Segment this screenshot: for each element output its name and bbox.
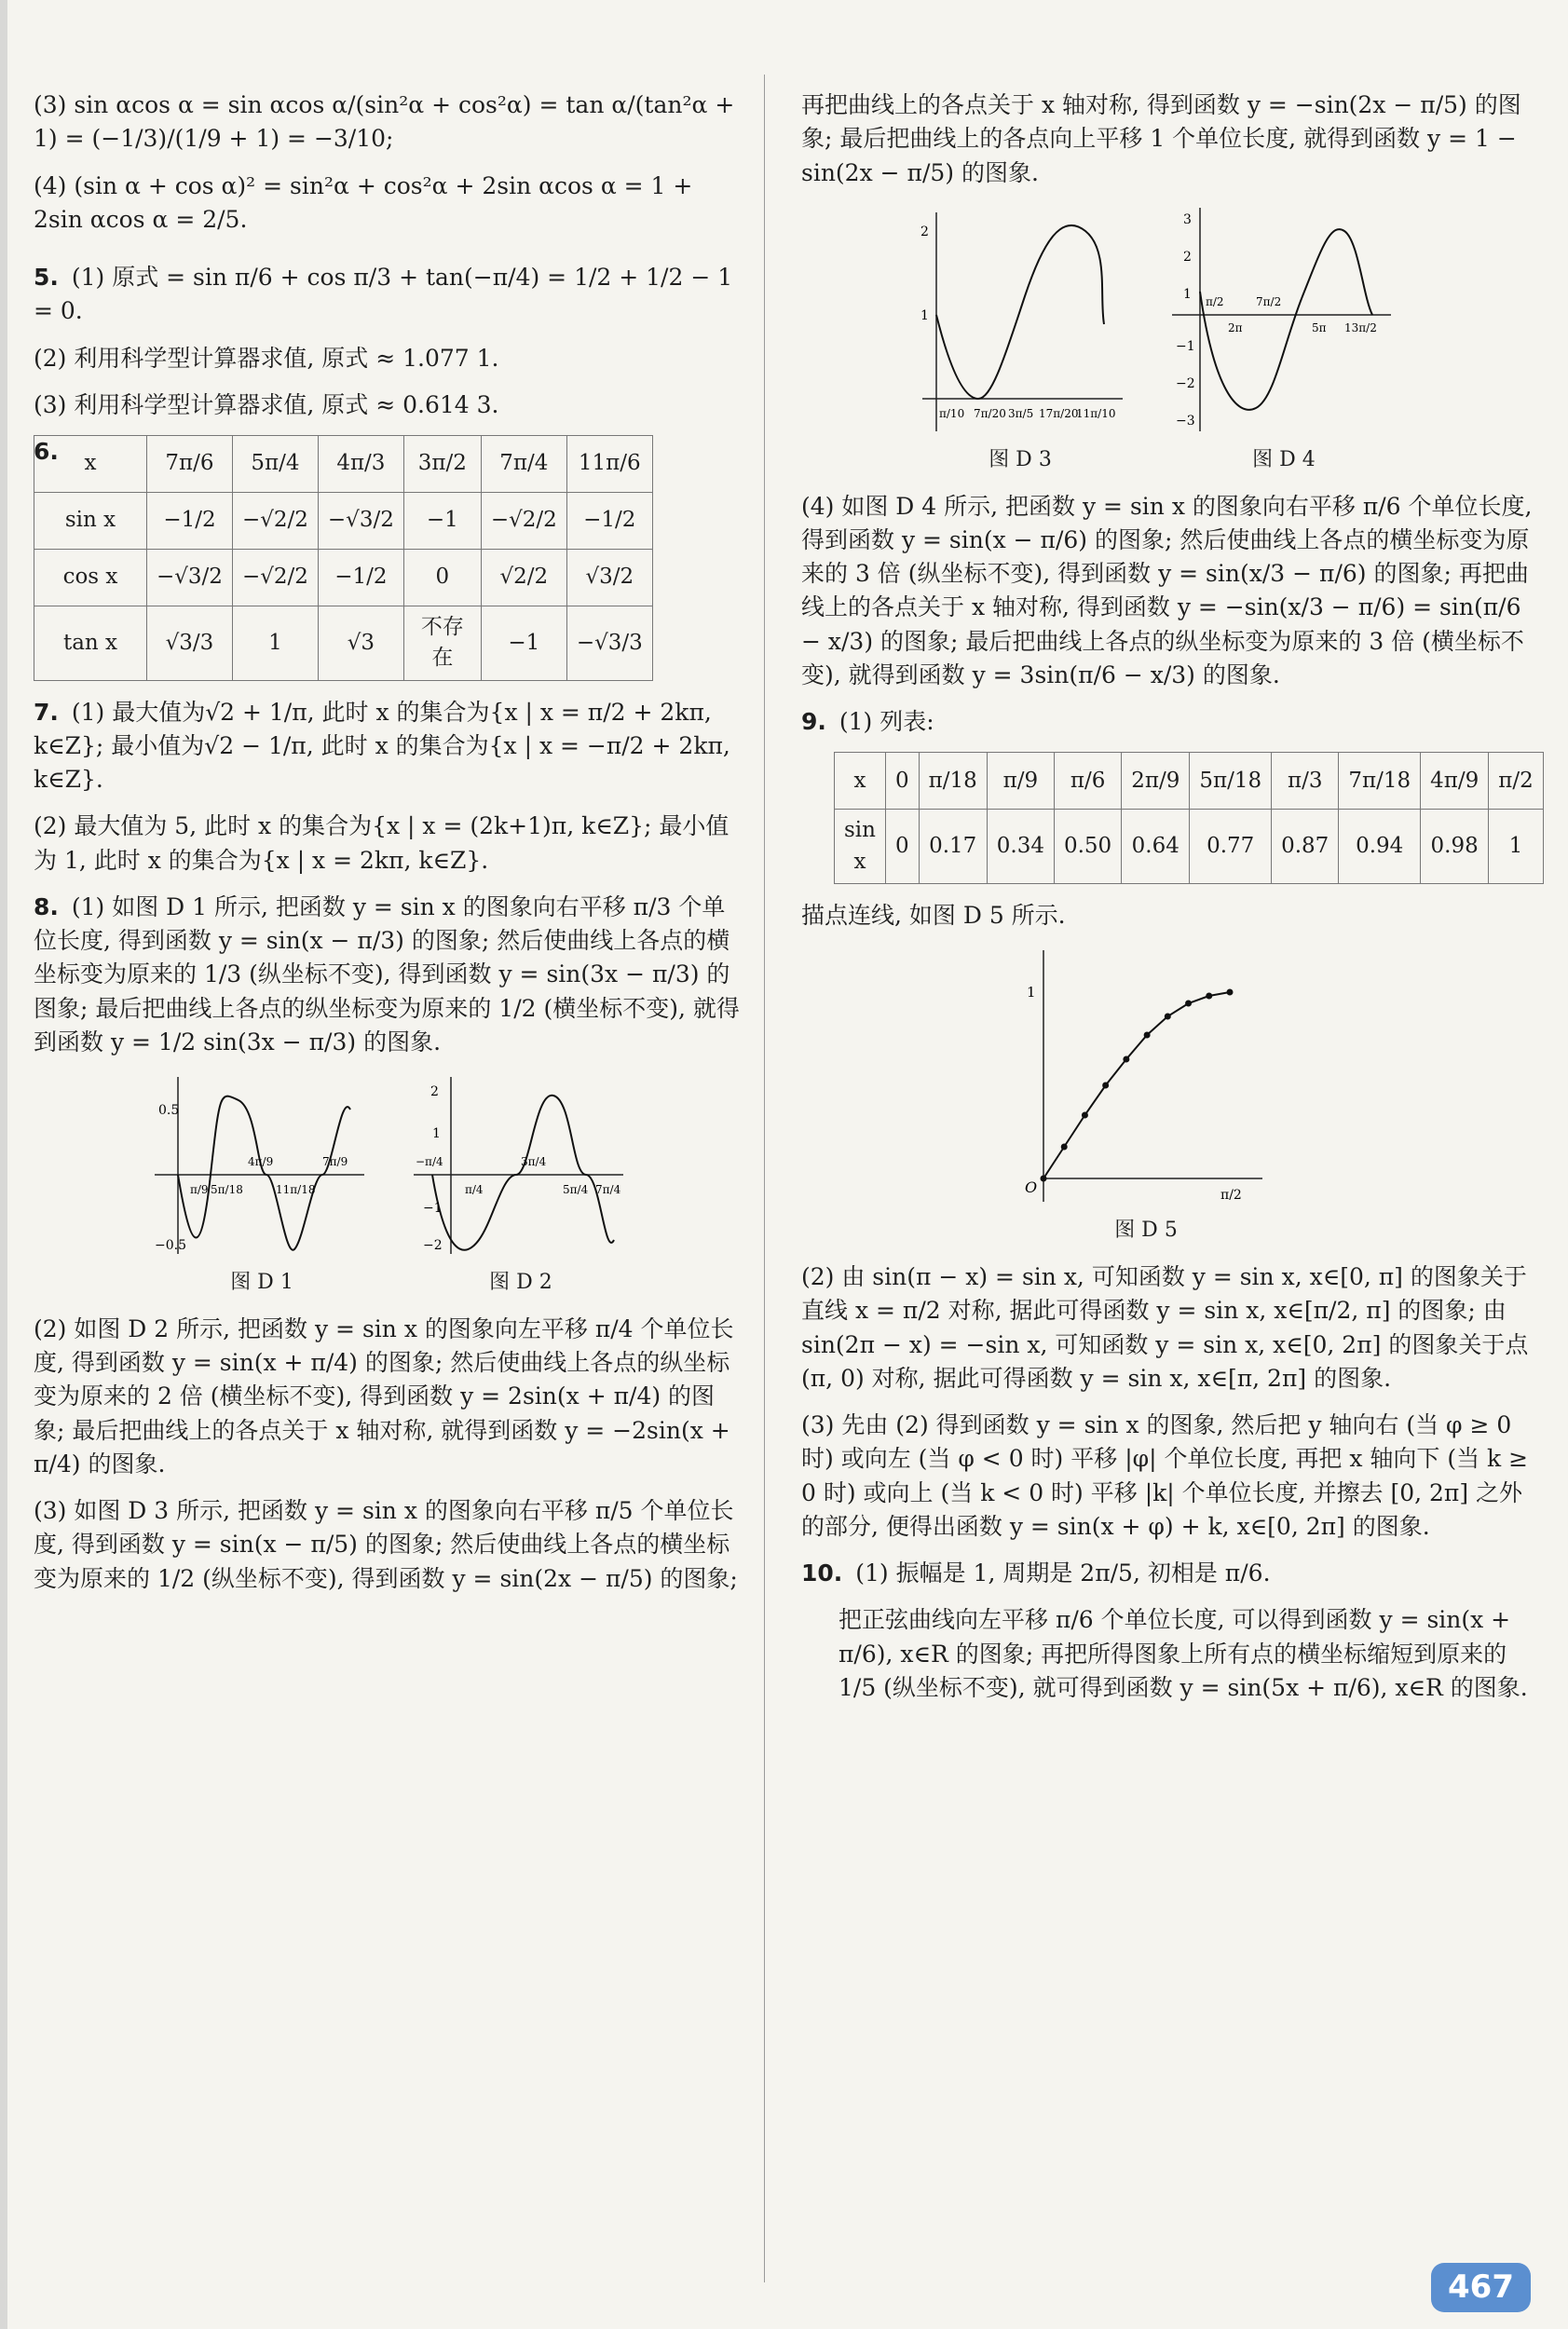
table-cell: 0.50 [1054,810,1121,884]
data-point [1144,1032,1151,1039]
table-cell: cos x [34,550,147,606]
answer-4-3: (3) sin αcos α = sin αcos α/(sin²α + cos²α) = tan α/(tan²α + 1) = (−1/3)/(1/9 + 1) = −3/10; [34,91,735,153]
table-cell: sin x [34,493,147,550]
table-cell: −1/2 [566,493,652,550]
x-tick-label: 17π/20 [1039,406,1079,420]
curve-d1 [178,1096,350,1250]
data-point [1165,1014,1171,1020]
table-cell: 11π/6 [566,436,652,493]
y-tick-label: 1 [1027,984,1036,1001]
x-tick-label: 3π/4 [520,1155,547,1169]
question-6 [34,435,742,681]
table-cell: 7π/18 [1339,753,1421,810]
curve-d3 [936,225,1104,399]
graph-d1 [155,1072,369,1259]
y-tick-label: 2 [429,1084,439,1100]
table-cell: 0.87 [1272,810,1339,884]
y-tick-label: 0.5 [158,1103,180,1119]
table-cell: π/2 [1489,753,1544,810]
table-cell: 0.34 [987,810,1054,884]
q7-part2: (2) 最大值为 5, 此时 x 的集合为{x | x = (2k+1)π, k∈Z}; 最小值为 1, 此时 x 的集合为{x | x = 2kπ, k∈Z}. [34,812,729,874]
table-cell: π/3 [1272,753,1339,810]
curve-d2 [432,1096,614,1250]
data-point [1123,1056,1129,1063]
table-cell: 0.77 [1190,810,1272,884]
table-cell: 4π/3 [318,436,403,493]
table-row [34,493,653,550]
data-points [1041,989,1234,1182]
figure-d4 [1172,203,1396,475]
table-cell: 3π/2 [403,436,481,493]
y-tick-label: 1 [431,1126,441,1142]
table-cell: −√2/2 [481,493,566,550]
x-tick-label: 7π/2 [1255,294,1282,308]
q9-part2: (2) 由 sin(π − x) = sin x, 可知函数 y = sin x, x∈[0, π] 的图象关于直线 x = π/2 对称, 据此可得函数 y = sin x, x∈[π/2, π] 的图象; 由 sin(2π − x) = −sin x, 可知函数 y = sin x, x∈[0, 2π] 的图象关于点 (π, 0) 对称, 据此可得函数 y = sin x, x∈[π, 2π] 的图象. [801,1263,1529,1392]
figure-d5 [1025,946,1267,1246]
table-cell: √3/2 [566,550,652,606]
figures-d1-d2 [34,1072,742,1298]
y-tick-label: −1 [1175,338,1195,354]
table-cell: 不存在 [403,606,481,681]
table-cell: 1 [1489,810,1544,884]
curve-d4 [1200,229,1372,410]
table-cell: 0.17 [919,810,987,884]
x-tick-label: 13π/2 [1343,320,1377,334]
q9-draw-note: 描点连线, 如图 D 5 所示. [801,901,1066,929]
table-cell: −√2/2 [232,493,318,550]
graph-d4 [1172,203,1396,436]
x-tick-label: π/9 [190,1183,209,1197]
table-cell: sin x [835,810,886,884]
x-tick-label: 7π/20 [974,406,1006,420]
table-cell: π/18 [919,753,987,810]
textbook-page [7,0,1568,2329]
table-header-row [34,436,653,493]
page-number: 467 [1431,2263,1531,2312]
y-tick-label: 2 [920,224,929,239]
table-cell: −1 [481,606,566,681]
data-point [1206,993,1212,1000]
table-cell: 5π/4 [232,436,318,493]
q5-part3: (3) 利用科学型计算器求值, 原式 ≈ 0.614 3. [34,390,499,418]
data-point [1082,1112,1088,1119]
x-tick-label: 2π [1227,320,1243,334]
table-cell: 0.98 [1421,810,1489,884]
question-5 [34,261,742,329]
y-tick-label: 2 [1182,249,1192,265]
table-cell: −1 [403,493,481,550]
table-cell: 5π/18 [1190,753,1272,810]
table-cell: √2/2 [481,550,566,606]
y-tick-label: 1 [1182,286,1192,302]
x-tick-label: π/2 [1220,1188,1242,1204]
right-column [801,89,1533,1718]
table-cell: −1/2 [147,493,233,550]
x-tick-label: 5π/4 [562,1183,589,1197]
question-number: 5. [34,264,59,291]
q8-part3-cont: 再把曲线上的各点关于 x 轴对称, 得到函数 y = −sin(2x − π/5) 的图象; 最后把曲线上的各点向上平移 1 个单位长度, 就得到函数 y = 1 − sin(2x − π/5) 的图象. [801,91,1521,186]
table-cell: 0 [403,550,481,606]
figure-caption: 图 D 2 [489,1271,552,1295]
data-point [1185,1001,1192,1007]
question-number: 7. [34,698,59,726]
figure-caption: 图 D 1 [230,1271,293,1295]
sine-value-table [834,752,1544,884]
table-cell: 2π/9 [1122,753,1190,810]
origin-label: O [1025,1178,1038,1197]
table-cell: x [34,436,147,493]
x-tick-label: 5π/18 [211,1183,243,1197]
table-cell: π/9 [987,753,1054,810]
y-tick-label: 1 [920,307,929,323]
answer-4-4: (4) (sin α + cos α)² = sin²α + cos²α + 2sin αcos α = 1 + 2sin αcos α = 2/5. [34,171,693,233]
table-cell: 0 [885,753,919,810]
q7-part1: (1) 最大值为√2 + 1/π, 此时 x 的集合为{x | x = π/2 + 2kπ, k∈Z}; 最小值为√2 − 1/π, 此时 x 的集合为{x | x = −π/2 + 2kπ, k∈Z}. [34,698,730,794]
x-tick-label: π/10 [939,406,965,420]
x-tick-label: 4π/9 [248,1155,274,1169]
q10-part1: (1) 振幅是 1, 周期是 2π/5, 初相是 π/6. [855,1559,1271,1587]
x-tick-label: π/2 [1205,294,1224,308]
question-number: 9. [801,708,826,736]
q5-part2: (2) 利用科学型计算器求值, 原式 ≈ 1.077 1. [34,344,499,372]
y-tick-label: −2 [1175,375,1195,391]
q5-part1: (1) 原式 = sin π/6 + cos π/3 + tan(−π/4) = 1/2 + 1/2 − 1 = 0. [34,264,733,325]
question-9 [801,705,1533,739]
curve-d5 [1043,992,1230,1178]
figure-caption: 图 D 5 [1114,1219,1178,1243]
table-cell: 0.94 [1339,810,1421,884]
x-tick-label: −π/4 [415,1155,443,1169]
table-cell: 7π/6 [147,436,233,493]
x-tick-label: π/4 [464,1183,484,1197]
y-tick-label: −3 [1175,413,1195,429]
table-row [34,606,653,681]
table-cell: 1 [232,606,318,681]
question-number: 8. [34,892,59,920]
data-point [1061,1144,1068,1151]
data-point [1041,1176,1047,1182]
x-tick-label: 11π/10 [1076,406,1116,420]
q8-part3: (3) 如图 D 3 所示, 把函数 y = sin x 的图象向右平移 π/5 个单位长度, 得到函数 y = sin(x − π/5) 的图象; 然后使曲线上各点的横坐标变为原来的 1/2 (纵坐标不变), 得到函数 y = sin(2x − π/5) 的图象; [34,1497,738,1592]
q8-part1: (1) 如图 D 1 所示, 把函数 y = sin x 的图象向右平移 π/3 个单位长度, 得到函数 y = sin(x − π/3) 的图象; 然后使曲线上各点的横坐标变为原来的 1/3 (纵坐标不变), 得到函数 y = sin(3x − π/3) 的图象; 最后把曲线上各点的纵坐标变为原来的 1/2 (横坐标不变), 就得到函数 y = 1/2 sin(3x − π/3) 的图象. [34,892,740,1056]
y-tick-label: −0.5 [155,1238,186,1254]
x-tick-label: 7π/9 [322,1155,348,1169]
question-number: 10. [801,1559,843,1587]
table-cell: tan x [34,606,147,681]
question-8 [34,891,742,1059]
table-header-row [835,753,1544,810]
table-cell: −√2/2 [232,550,318,606]
table-cell: √3/3 [147,606,233,681]
table-row [835,810,1544,884]
figure-d1 [155,1072,369,1298]
x-tick-label: 11π/18 [276,1183,316,1197]
table-cell: −√3/3 [566,606,652,681]
figure-caption: 图 D 3 [989,447,1052,471]
y-tick-label: −1 [422,1201,443,1217]
table-cell: 4π/9 [1421,753,1489,810]
q8-part4: (4) 如图 D 4 所示, 把函数 y = sin x 的图象向右平移 π/6 个单位长度, 得到函数 y = sin(x − π/6) 的图象; 然后使曲线上各点的横坐标变为原来的 3 倍 (纵坐标不变), 得到函数 y = sin(x/3 − π/6) 的图象; 再把曲线上的各点关于 x 轴对称, 得到函数 y = −sin(x/3 − π/6) = sin(π/6 − x/3) 的图象; 最后把曲线上各点的纵坐标变为原来的 3 倍 (横坐标不变), 就得到函数 y = 3sin(π/6 − x/3) 的图象. [801,492,1533,688]
data-point [1102,1083,1109,1089]
table-cell: 0 [885,810,919,884]
q9-part1: (1) 列表: [839,708,934,736]
x-tick-label: 7π/4 [594,1183,621,1197]
table-cell: −1/2 [318,550,403,606]
question-7 [34,696,742,797]
left-column [34,89,742,1609]
graph-d3 [913,203,1127,436]
table-cell: −√3/2 [147,550,233,606]
figure-d3 [913,203,1127,475]
table-cell: −√3/2 [318,493,403,550]
q9-part3: (3) 先由 (2) 得到函数 y = sin x 的图象, 然后把 y 轴向右 (当 φ ≥ 0 时) 或向左 (当 φ < 0 时) 平移 |φ| 个单位长度, 再把 x 轴向下 (当 k ≥ 0 时) 或向上 (当 k < 0 时) 平移 |k| 个单位长度, 并擦去 [0, 2π] 之外的部分, 便得出函数 y = sin(x + φ) + k, x∈[0, 2π] 的图象. [801,1411,1529,1540]
figures-d3-d4 [801,203,1533,475]
figure-d2 [414,1072,628,1298]
table-cell: √3 [318,606,403,681]
y-tick-label: 3 [1182,211,1192,227]
x-tick-label: 3π/5 [1008,406,1034,420]
y-tick-label: −2 [422,1238,443,1254]
table-cell: x [835,753,886,810]
q8-part2: (2) 如图 D 2 所示, 把函数 y = sin x 的图象向左平移 π/4 个单位长度, 得到函数 y = sin(x + π/4) 的图象; 然后使曲线上各点的纵坐标变为原来的 2 倍 (横坐标不变), 得到函数 y = 2sin(x + π/4) 的图象; 最后把曲线上的各点关于 x 轴对称, 就得到函数 y = −2sin(x + π/4) 的图象. [34,1314,734,1478]
figure-caption: 图 D 4 [1252,447,1316,471]
data-point [1227,989,1234,996]
x-tick-label: 5π [1311,320,1327,334]
question-number: 6. [34,438,59,465]
table-row [34,550,653,606]
graph-d2 [414,1072,628,1259]
figure-d5-row [801,946,1533,1246]
table-cell: 0.64 [1122,810,1190,884]
graph-d5 [1025,946,1267,1206]
q10-part2: 把正弦曲线向左平移 π/6 个单位长度, 可以得到函数 y = sin(x + π/6), x∈R 的图象; 再把所得图象上所有点的横坐标缩短到原来的 1/5 (纵坐标不变), 就可得到函数 y = sin(5x + π/6), x∈R 的图象. [839,1606,1528,1701]
column-divider [764,75,765,2282]
table-cell: 7π/4 [481,436,566,493]
trig-table [34,435,653,681]
table-cell: π/6 [1054,753,1121,810]
question-10 [801,1557,1533,1590]
